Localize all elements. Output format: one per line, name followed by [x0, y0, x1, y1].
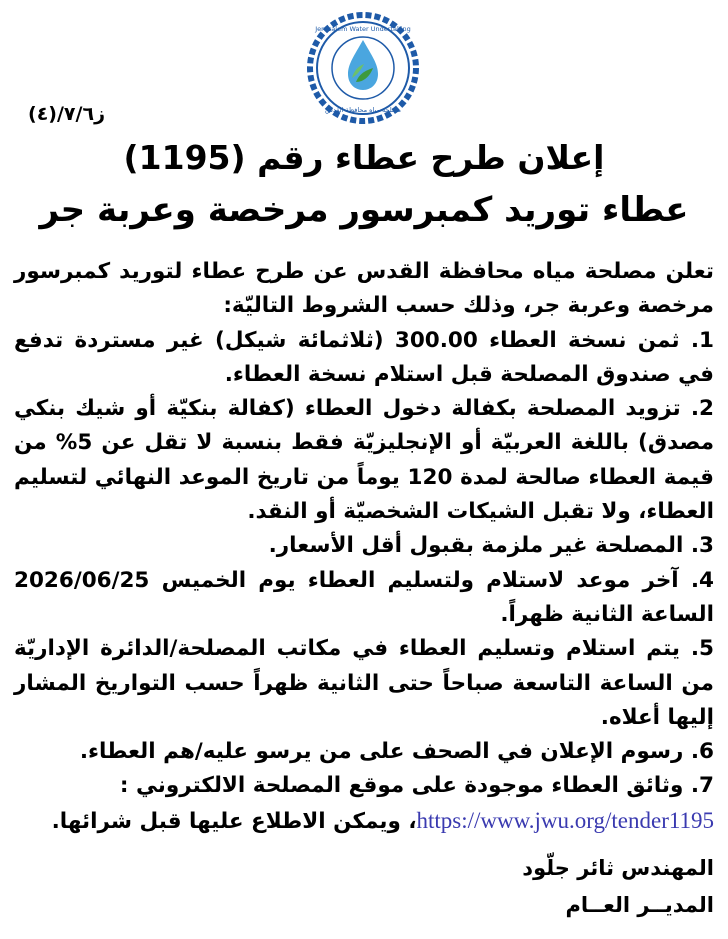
condition-item-3: 3. المصلحة غير ملزمة بقبول أقل الأسعار. [268, 533, 714, 559]
condition-item-4: 4. آخر موعد لاستلام ولتسليم العطاء يوم الخميس 2026/06/25 الساعة الثانية ظهراً. [14, 567, 714, 627]
intro-paragraph: تعلن مصلحة مياه محافظة القدس عن طرح عطاء لتوريد كمبرسور مرخصة وعربة جر، وذلك حسب الشروط التاليّة: [14, 259, 714, 319]
reference-number: ز٧/٦/(٤) [28, 103, 106, 125]
website-line-suffix: ، ويمكن الاطلاع عليها قبل شرائها. [51, 808, 417, 834]
jerusalem-water-undertaking-logo [304, 12, 422, 124]
signatory-title: المديــر العــام [565, 893, 714, 917]
signature-block [522, 850, 714, 924]
condition-item-1: 1. ثمن نسخة العطاء 300.00 (ثلاثمائة شيكل) غير مستردة تدفع في صندوق المصلحة قبل استلام نسخة العطاء. [14, 327, 715, 387]
condition-item-7: 7. وثائق العطاء موجودة على موقع المصلحة الالكتروني : [119, 773, 714, 799]
logo-ring-text: Jerusalem Water Undertaking [315, 25, 411, 33]
website-line [14, 804, 714, 839]
tender-subject: عطاء توريد كمبرسور مرخصة وعربة جر [39, 190, 689, 230]
condition-item-5: 5. يتم استلام وتسليم العطاء في مكاتب المصلحة/الدائرة الإداريّة من الساعة التاسعة صباحاً حتى الثانية ظهراً حسب التواريخ المشار إليها أعلاه. [14, 636, 714, 730]
announcement-title: إعلان طرح عطاء رقم (1195) [123, 138, 605, 177]
condition-item-2: 2. تزويد المصلحة بكفالة دخول العطاء (كفالة بنكيّة أو شيك بنكي مصدق) باللغة العربيّة أو الإنجليزيّة فقط بنسبة لا تقل عن 5% من قيمة العطاء صالحة لمدة 120 يوماً من تاريخ الموعد النهائي لتسليم العطاء، ولا تقبل الشيكات الشخصيّة أو النقد. [14, 396, 715, 525]
tender-documents-link[interactable]: https://www.jwu.org/tender1195 [416, 807, 714, 833]
signatory-name: المهندس ثائر جلّود [522, 856, 714, 880]
announcement-body [14, 255, 714, 839]
condition-item-6: 6. رسوم الإعلان في الصحف على من يرسو عليه/هم العطاء. [79, 739, 714, 765]
logo-ring-text-arabic: مصلحة مياه محافظة القدس [325, 106, 401, 114]
